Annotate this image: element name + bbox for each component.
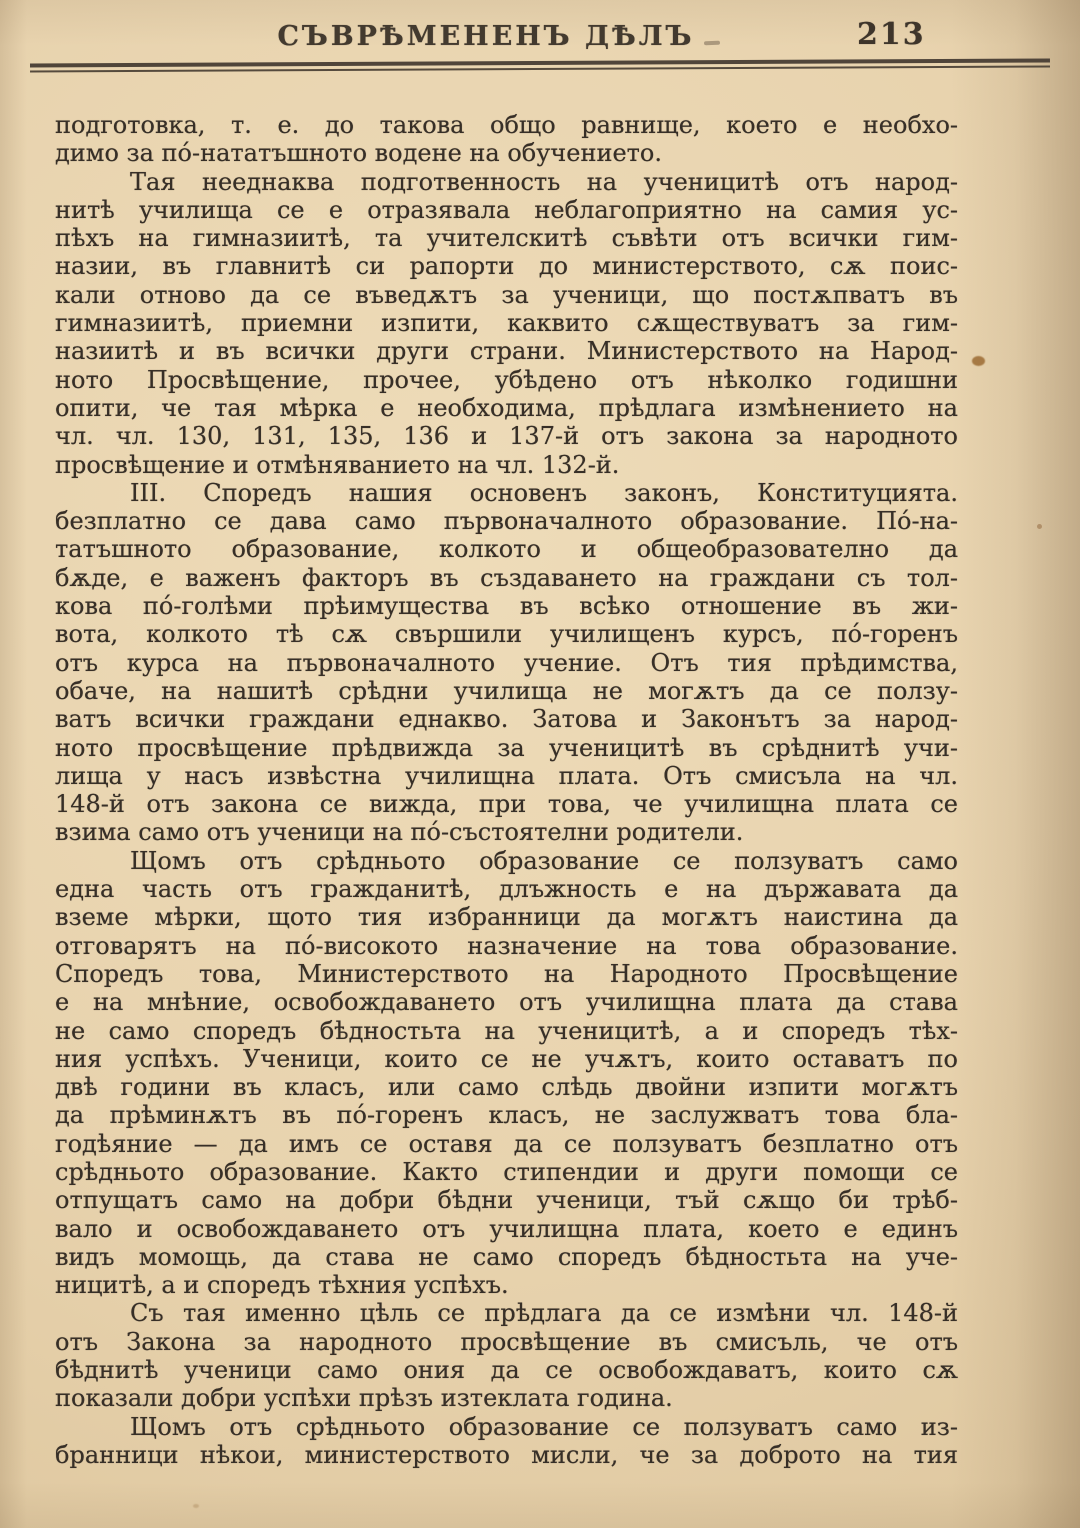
text-line: двѣ години въ класъ, или само слѣдь двойни изпити могѫтъ — [55, 1073, 958, 1102]
text-line: ницитѣ, а и споредъ тѣхния успѣхъ. — [55, 1271, 509, 1300]
text-line: вало и освобождаването отъ училищна плата, което е единъ — [55, 1214, 958, 1243]
text-line: бѫде, е важенъ факторъ въ създаването на граждани съ тол- — [55, 563, 958, 592]
text-line: ното Просвѣщение, прочее, убѣдено отъ нѣколко годишни — [55, 365, 958, 394]
text-line: безплатно се дава само първоначалното образование. Пó-на- — [55, 507, 958, 536]
text-line: Щомъ отъ срѣдньото образование се ползуватъ само из- — [130, 1412, 958, 1441]
text-line: чл. чл. 130, 131, 135, 136 и 137-й отъ закона за народното — [55, 422, 958, 451]
text-line: да прѣминѫтъ въ пó-горенъ класъ, не заслужватъ това бла- — [55, 1101, 958, 1130]
text-line: отъ курса на първоначалното учение. Отъ тия прѣдимства, — [55, 648, 958, 677]
text-line: Съ тая именно цѣль се прѣдлага да се измѣни чл. 148-й — [130, 1299, 958, 1328]
text-line: лища у насъ извѣстна училищна плата. Отъ смисъла на чл. — [55, 761, 958, 790]
text-line: назиитѣ и въ всички други страни. Министерството на Народ- — [55, 337, 958, 366]
text-line: кали отново да се въведѫтъ за ученици, що постѫпватъ въ — [55, 280, 958, 309]
text-line: Споредъ това, Министерството на Народното Просвѣщение — [55, 959, 958, 988]
text-line: 148-й отъ закона се вижда, при това, че училищна плата се — [55, 790, 958, 819]
text-line: бранници нѣкои, министерството мисли, че за доброто на тия — [55, 1440, 958, 1469]
text-line: опити, че тая мѣрка е необходима, прѣдлага измѣнението на — [55, 393, 958, 422]
text-line: взима само отъ ученици на пó-състоятелни родители. — [55, 818, 744, 847]
paper-speck — [193, 1504, 199, 1508]
text-line: ватъ всички граждани еднакво. Затова и Законътъ за народ- — [55, 705, 958, 734]
text-line: отъ Закона за народното просвѣщение въ смисъль, че отъ — [55, 1327, 958, 1356]
text-line: Тая нееднаква подготвенность на ученицитѣ отъ народ- — [130, 167, 958, 196]
text-line: е на мнѣние, освобождаването отъ училищна плата да става — [55, 988, 958, 1017]
text-line: отпущатъ само на добри бѣдни ученици, тъй сѫщо би трѣб- — [55, 1186, 958, 1215]
text-line: татъшното образование, колкото и общеобразователно да — [55, 535, 958, 564]
text-line: подготовка, т. е. до такова общо равнище, което е необхо- — [55, 111, 958, 139]
text-line: не само споредъ бѣдностьта на ученицитѣ, а и споредъ тѣх- — [55, 1016, 958, 1045]
text-line: III. Споредъ нашия основенъ законъ, Конституцията. — [130, 478, 958, 507]
page-number: 213 — [857, 17, 926, 52]
text-line: годѣяние — да имъ се оставя да се ползуватъ безплатно отъ — [55, 1129, 958, 1158]
text-line: ното просвѣщение прѣдвижда за ученицитѣ въ срѣднитѣ учи- — [55, 733, 958, 762]
text-line: видъ момощь, да става не само споредъ бѣдностьта на уче- — [55, 1242, 958, 1271]
text-line: нитѣ училища се е отразявала неблагоприятно на самия ус- — [55, 195, 958, 224]
text-line: една часть отъ гражданитѣ, длъжность е на държавата да — [55, 875, 958, 904]
text-line: назии, въ главнитѣ си рапорти до министерството, сѫ поис- — [55, 252, 958, 281]
text-line: отговарятъ на пó-високото назначение на това образование. — [55, 931, 958, 960]
small-dot — [1037, 524, 1042, 529]
text-line: димо за пó-нататъшното водене на обучението. — [55, 139, 662, 168]
header-rule — [30, 59, 1050, 73]
text-line: ния успѣхъ. Ученици, които се не учѫтъ, които оставатъ по — [55, 1044, 958, 1073]
text-column — [55, 111, 958, 1469]
text-line: гимназиитѣ, приемни изпити, каквито сѫществуватъ за гим- — [55, 309, 958, 338]
text-line: бѣднитѣ ученици само ония да се освобождаватъ, които сѫ — [55, 1356, 958, 1385]
text-line: пѣхъ на гимназиитѣ, та учителскитѣ съвѣти отъ всички гим- — [55, 224, 958, 253]
text-line: срѣдньото образование. Както стипендии и други помощи се — [55, 1157, 958, 1186]
text-line: просвѣщение и отмѣняванието на чл. 132-й. — [55, 450, 620, 479]
page-header-title: СЪВРѢМЕНЕНЪ ДѢЛЪ — [277, 21, 695, 52]
ink-stain — [972, 356, 985, 366]
text-line: обаче, на нашитѣ срѣдни училища не могѫтъ да се ползу- — [55, 676, 958, 705]
smudge-dash — [704, 41, 720, 46]
text-line: показали добри успѣхи прѣзъ изтеклата година. — [55, 1384, 673, 1413]
text-line: вземе мѣрки, щото тия избранници да могѫтъ наистина да — [55, 903, 958, 932]
text-line: кова пó-голѣми прѣимущества въ всѣко отношение въ жи- — [55, 592, 958, 621]
text-line: Щомъ отъ срѣдньото образование се ползуватъ само — [130, 846, 958, 875]
text-line: вота, колкото тѣ сѫ свършили училищенъ курсъ, пó-горенъ — [55, 620, 958, 649]
